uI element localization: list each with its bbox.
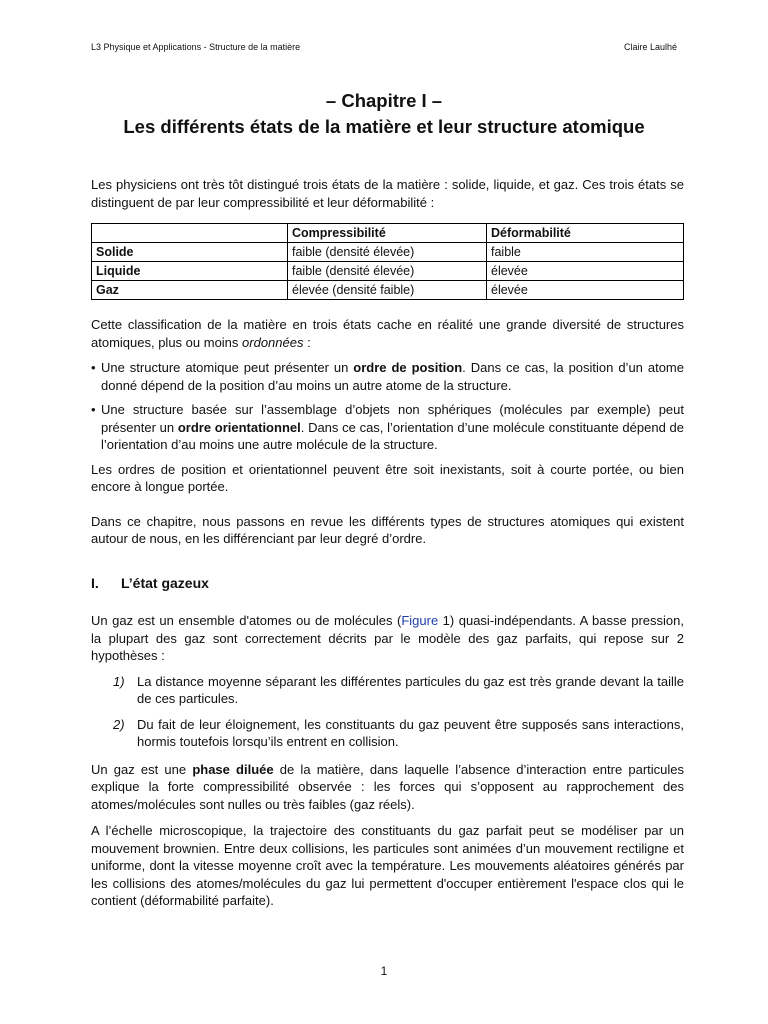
bullet-icon: • [91,402,96,417]
intro-paragraph: Les physiciens ont très tôt distingué trois états de la matière : solide, liquide, et gaz. Ces trois états se distinguent de par leur compressibilité et leur déformabilité : [91,177,684,210]
table-cell: faible [487,243,684,262]
chapter-number: – Chapitre I – [325,90,443,111]
dilute-term: phase diluée [192,761,274,777]
table-row-label: Liquide [92,262,288,281]
order-types-list [91,359,684,454]
table-header-cell: Déformabilité [487,224,684,243]
gas-intro-text: Un gaz est un ensemble d'atomes ou de molécules ( [91,613,402,628]
gas-intro-text-end: 1) quasi-indépendants. A basse pression, la plupart des gaz sont correctement décrits par le modèle des gaz parfaits, qui repose sur 2 hypothèses : [91,613,684,663]
table-cell: élevée [487,262,684,281]
dilute-text-end: de la matière, dans laquelle l’absence d’interaction entre particules explique la forte compressibilité observée : les forces qui s’opposent au rapprochement des atomes/molécules sont nulles ou très faibles (gaz réels). [91,761,685,812]
table-row [92,281,684,300]
table-row [92,262,684,281]
list-item-text: Du fait de leur éloignement, les constituants du gaz peuvent être supposés sans interactions, hormis toutefois lorsqu’ils entrent en collision. [137,716,684,749]
list-item-term: ordre orientationnel [177,419,301,435]
chapter-title [91,88,677,140]
header-course: L3 Physique et Applications - Structure de la matière [91,42,301,52]
hypotheses-list [91,673,684,751]
classification-text-end: : [303,334,311,350]
list-item-number: 1) [113,673,125,689]
table-cell: élevée (densité faible) [288,281,487,300]
list-item [91,401,684,454]
table-cell: faible (densité élevée) [288,243,487,262]
list-item-text: Une structure basée sur l’assemblage d’objets non sphériques (molécules par exemple) peut présenter un [101,402,684,435]
chapter-overview-paragraph: Dans ce chapitre, nous passons en revue les différents types de structures atomiques qui existent autour de nous, en les différenciant par leur degré d’ordre. [91,513,684,546]
classification-text: Cette classification de la matière en trois états cache en réalité une grande diversité de structures atomiques, plus ou moins [91,317,684,350]
section-heading [91,575,684,593]
table-row-label: Gaz [92,281,288,300]
list-item-text-end: . Dans ce cas, la position d’un atome donné dépend de la position d’au moins un autre atome de la structure. [101,360,684,393]
main-content [91,176,684,910]
dilute-text: Un gaz est une [91,761,193,777]
table-header-cell: Compressibilité [288,224,487,243]
list-item [91,359,684,394]
section-title: L’état gazeux [121,574,209,591]
classification-emphasis: ordonnées [242,334,304,350]
table-row [92,243,684,262]
table-cell: faible (densité élevée) [288,262,487,281]
states-table [91,223,684,300]
bullet-icon: • [91,360,96,375]
page-header [91,42,677,52]
list-item [91,716,684,751]
list-item-term: ordre de position [353,360,463,375]
page-number: 1 [380,964,388,978]
list-item [91,673,684,708]
gas-intro-paragraph [91,612,684,665]
dilute-phase-paragraph [91,761,684,814]
header-author: Claire Laulhé [623,42,677,52]
list-item-text: La distance moyenne séparant les différentes particules du gaz est très grande devant la taille de ces particules. [137,673,684,706]
orders-paragraph: Les ordres de position et orientationnel peuvent être soit inexistants, soit à courte portée, ou bien encore à longue portée. [91,461,684,494]
list-item-text-end: . Dans ce cas, l’orientation d’une molécule constituante dépend de l’orientation d’au moins une autre molécule de la structure. [101,419,684,452]
list-item-text: Une structure atomique peut présenter un [101,360,354,375]
table-row-label: Solide [92,243,288,262]
section-number: I. [91,574,99,591]
table-cell: élevée [487,281,684,300]
chapter-heading: Les différents états de la matière et leur structure atomique [123,116,645,137]
figure-link[interactable]: Figure [401,613,439,628]
classification-paragraph [91,316,684,351]
table-header-row [92,224,684,243]
list-item-number: 2) [113,716,125,732]
table-header-cell [92,224,288,243]
brownian-paragraph: A l’échelle microscopique, la trajectoire des constituants du gaz parfait peut se modéliser par un mouvement brownien. Entre deux collisions, les particules sont animées d’un mouvement rectiligne et uniforme, dont la vitesse moyenne croît avec la température. Les mouvements aléatoires générés par les collisions des atomes/molécules du gaz lui permettent d'occuper entièrement l'espace clos qui le contient (déformabilité parfaite). [91,823,684,908]
